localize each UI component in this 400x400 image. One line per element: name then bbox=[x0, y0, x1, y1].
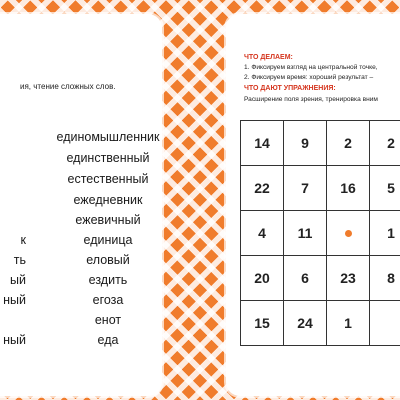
word-fragment: ный bbox=[3, 333, 26, 347]
grid-cell: 2 bbox=[327, 121, 370, 166]
word-item: енот bbox=[94, 313, 122, 327]
word-item: еловый bbox=[86, 253, 130, 267]
grid-cell: 5 bbox=[370, 166, 400, 211]
word-item: ежедневник bbox=[73, 193, 143, 207]
word-fragment: к bbox=[20, 233, 26, 247]
step-2-text: 2. Фиксируем время: хороший результат – bbox=[244, 74, 374, 81]
word-item: егоза bbox=[92, 293, 124, 307]
grid-cell: 6 bbox=[284, 256, 327, 301]
grid-cell: 22 bbox=[241, 166, 284, 211]
word-item: единица bbox=[83, 233, 133, 247]
step-1-text: 1. Фиксируем взгляд на центральной точке, bbox=[244, 64, 378, 71]
grid-cell: 2 bbox=[370, 121, 400, 166]
grid-cell: 14 bbox=[241, 121, 284, 166]
grid-cell: 11 bbox=[284, 211, 327, 256]
grid-cell: 1 bbox=[370, 211, 400, 256]
grid-cell: 8 bbox=[370, 256, 400, 301]
grid-cell: 23 bbox=[327, 256, 370, 301]
task-subtitle: ия, чтение сложных слов. bbox=[20, 82, 116, 91]
grid-cell: 16 bbox=[327, 166, 370, 211]
grid-cell: 9 bbox=[284, 121, 327, 166]
word-fragment: ный bbox=[3, 293, 26, 307]
word-item: естественный bbox=[67, 172, 149, 186]
word-item: ежевичный bbox=[75, 213, 141, 227]
grid-center-cell bbox=[327, 211, 370, 256]
word-fragment: ый bbox=[10, 273, 26, 287]
word-item: единомышленник bbox=[56, 130, 160, 144]
schulte-table bbox=[240, 120, 400, 346]
grid-cell: 4 bbox=[241, 211, 284, 256]
center-dot-icon bbox=[345, 230, 352, 237]
grid-cell: 7 bbox=[284, 166, 327, 211]
word-item: ездить bbox=[88, 273, 128, 287]
benefit-title: ЧТО ДАЮТ УПРАЖНЕНИЯ: bbox=[244, 85, 336, 92]
grid-cell bbox=[370, 301, 400, 346]
word-item: единственный bbox=[66, 151, 150, 165]
grid-cell: 1 bbox=[327, 301, 370, 346]
grid-cell: 15 bbox=[241, 301, 284, 346]
what-we-do-title: ЧТО ДЕЛАЕМ: bbox=[244, 54, 293, 61]
grid-cell: 24 bbox=[284, 301, 327, 346]
benefit-text: Расширение поля зрения, тренировка вним bbox=[244, 96, 378, 103]
word-item: еда bbox=[97, 333, 119, 347]
grid-cell: 20 bbox=[241, 256, 284, 301]
word-fragment: ть bbox=[13, 253, 26, 267]
